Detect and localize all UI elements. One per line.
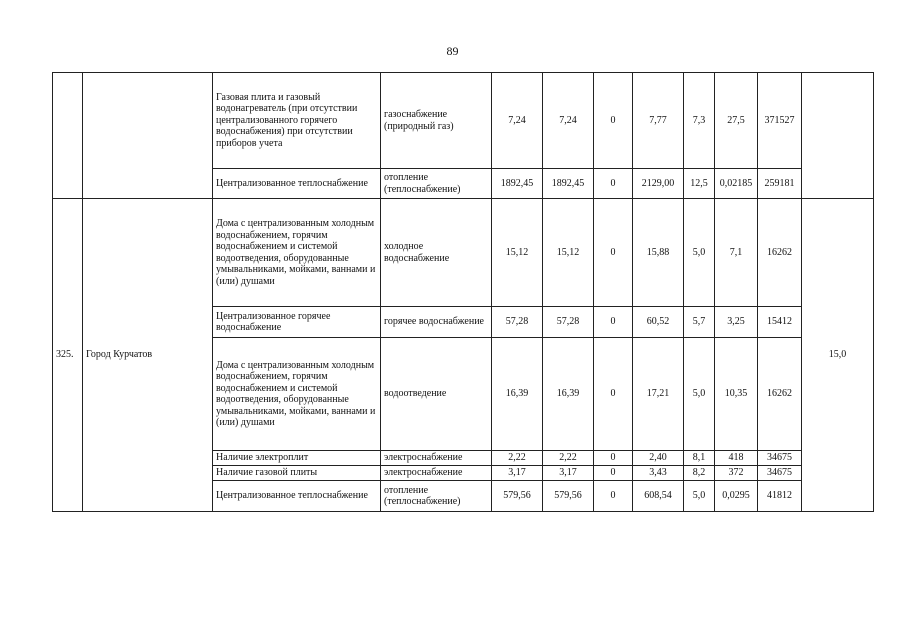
value-cell: 0 — [594, 451, 633, 466]
service-description: Централизованное теплоснабжение — [213, 481, 381, 512]
value-cell: 371527 — [758, 73, 802, 169]
value-cell: 5,0 — [684, 199, 715, 307]
value-cell: 34675 — [758, 466, 802, 481]
value-cell: 3,43 — [633, 466, 684, 481]
service-description: Наличие электроплит — [213, 451, 381, 466]
utility-type: водоотведение — [381, 338, 492, 451]
value-cell: 7,1 — [715, 199, 758, 307]
city-name: Город Курчатов — [83, 199, 213, 512]
value-cell: 15,12 — [492, 199, 543, 307]
empty-cell — [53, 73, 83, 199]
value-cell: 5,7 — [684, 307, 715, 338]
value-cell: 3,25 — [715, 307, 758, 338]
value-cell: 16262 — [758, 338, 802, 451]
empty-cell — [802, 73, 874, 199]
utility-type: холодное водоснабжение — [381, 199, 492, 307]
value-cell: 0 — [594, 199, 633, 307]
value-cell: 5,0 — [684, 481, 715, 512]
limit-index-value: 15,0 — [802, 199, 874, 512]
value-cell: 0 — [594, 307, 633, 338]
value-cell: 57,28 — [492, 307, 543, 338]
value-cell: 259181 — [758, 169, 802, 199]
value-cell: 7,77 — [633, 73, 684, 169]
value-cell: 7,3 — [684, 73, 715, 169]
service-description: Дома с централизованным холодным водоснабжением, горячим водоснабжением и системой водоотведения, оборудованные умывальниками, мойками, ваннами и (или) душами — [213, 199, 381, 307]
value-cell: 2129,00 — [633, 169, 684, 199]
value-cell: 0,02185 — [715, 169, 758, 199]
value-cell: 2,40 — [633, 451, 684, 466]
value-cell: 15,12 — [543, 199, 594, 307]
value-cell: 27,5 — [715, 73, 758, 169]
utility-type: отопление (теплоснабжение) — [381, 169, 492, 199]
service-description: Дома с централизованным холодным водоснабжением, горячим водоснабжением и системой водоотведения, оборудованные умывальниками, мойками, ваннами и (или) душами — [213, 338, 381, 451]
value-cell: 0 — [594, 338, 633, 451]
value-cell: 41812 — [758, 481, 802, 512]
value-cell: 12,5 — [684, 169, 715, 199]
service-description: Централизованное теплоснабжение — [213, 169, 381, 199]
value-cell: 8,2 — [684, 466, 715, 481]
service-description: Централизованное горячее водоснабжение — [213, 307, 381, 338]
value-cell: 372 — [715, 466, 758, 481]
value-cell: 0 — [594, 169, 633, 199]
utility-type: горячее водоснабжение — [381, 307, 492, 338]
value-cell: 3,17 — [492, 466, 543, 481]
value-cell: 579,56 — [543, 481, 594, 512]
tariff-table — [52, 72, 874, 512]
utility-type: отопление (теплоснабжение) — [381, 481, 492, 512]
row-number: 325. — [53, 199, 83, 512]
value-cell: 8,1 — [684, 451, 715, 466]
value-cell: 2,22 — [492, 451, 543, 466]
utility-type: газоснабжение (природный газ) — [381, 73, 492, 169]
value-cell: 418 — [715, 451, 758, 466]
value-cell: 5,0 — [684, 338, 715, 451]
value-cell: 57,28 — [543, 307, 594, 338]
value-cell: 15,88 — [633, 199, 684, 307]
table-row — [53, 73, 874, 169]
value-cell: 16262 — [758, 199, 802, 307]
value-cell: 2,22 — [543, 451, 594, 466]
value-cell: 0,0295 — [715, 481, 758, 512]
empty-cell — [83, 73, 213, 199]
value-cell: 0 — [594, 73, 633, 169]
value-cell: 1892,45 — [492, 169, 543, 199]
service-description: Газовая плита и газовый водонагреватель (при отсутствии централизованного горячего водоснабжения) при отсутствии приборов учета — [213, 73, 381, 169]
value-cell: 1892,45 — [543, 169, 594, 199]
value-cell: 60,52 — [633, 307, 684, 338]
value-cell: 10,35 — [715, 338, 758, 451]
value-cell: 16,39 — [492, 338, 543, 451]
utility-type: электроснабжение — [381, 451, 492, 466]
table-row — [53, 199, 874, 307]
value-cell: 15412 — [758, 307, 802, 338]
value-cell: 3,17 — [543, 466, 594, 481]
service-description: Наличие газовой плиты — [213, 466, 381, 481]
value-cell: 7,24 — [492, 73, 543, 169]
value-cell: 0 — [594, 481, 633, 512]
value-cell: 7,24 — [543, 73, 594, 169]
value-cell: 608,54 — [633, 481, 684, 512]
value-cell: 579,56 — [492, 481, 543, 512]
page-number: 89 — [446, 44, 459, 58]
value-cell: 34675 — [758, 451, 802, 466]
value-cell: 16,39 — [543, 338, 594, 451]
value-cell: 0 — [594, 466, 633, 481]
value-cell: 17,21 — [633, 338, 684, 451]
utility-type: электроснабжение — [381, 466, 492, 481]
